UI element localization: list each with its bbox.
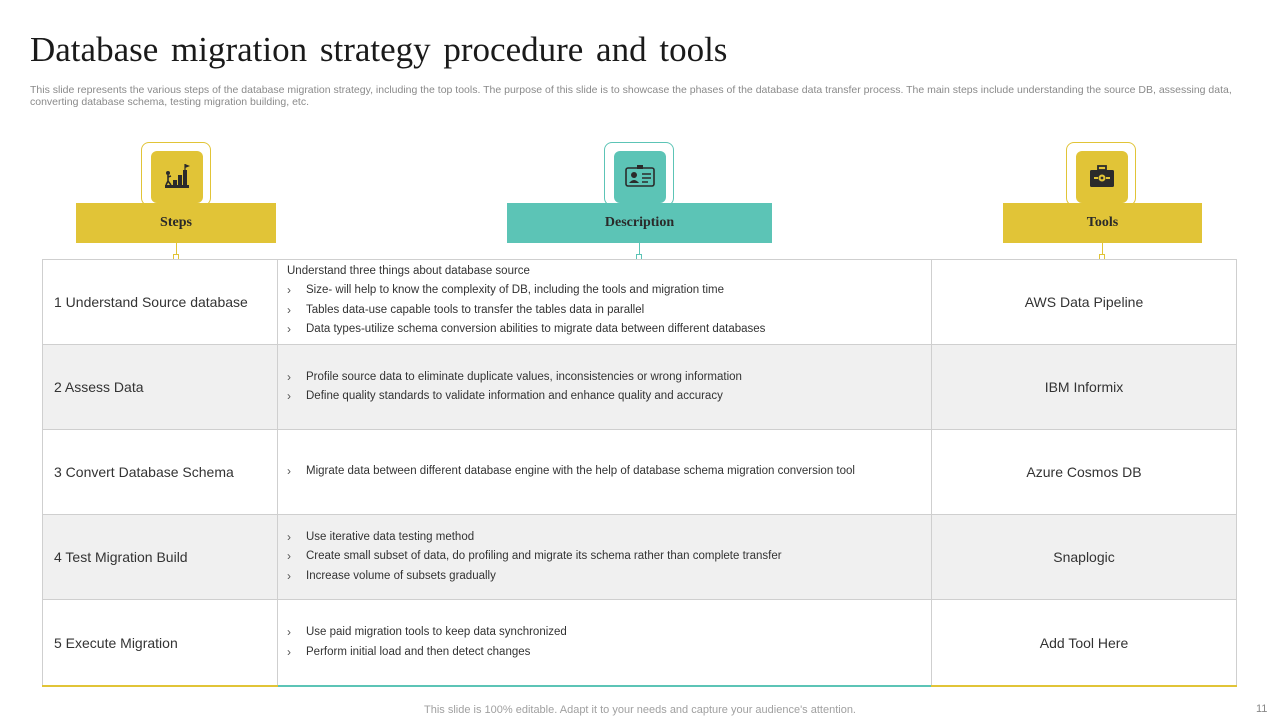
stairs-climb-flag-icon [151, 151, 203, 203]
migration-table [42, 259, 1237, 687]
description-bullet: › Create small subset of data, do profiling and migrate its schema rather than complete transfer [287, 547, 931, 567]
step-cell: 4 Test Migration Build [42, 515, 278, 599]
description-bullet: › Increase volume of subsets gradually [287, 567, 931, 587]
description-cell [278, 430, 931, 514]
description-cell [278, 260, 931, 344]
description-header [507, 142, 772, 260]
description-bullet: › Tables data-use capable tools to transfer the tables data in parallel [287, 301, 931, 321]
tool-cell: IBM Informix [931, 345, 1237, 429]
description-bullet: › Perform initial load and then detect changes [287, 643, 931, 663]
description-bullet: › Define quality standards to validate information and enhance quality and accuracy [287, 387, 931, 407]
step-cell: 5 Execute Migration [42, 600, 278, 685]
description-cell [278, 345, 931, 429]
tools-header [1003, 142, 1202, 260]
description-bullet: › Data types-utilize schema conversion abilities to migrate data between different databases [287, 320, 931, 340]
table-row [42, 600, 1237, 685]
steps-header-label: Steps [76, 203, 276, 243]
tool-cell: Azure Cosmos DB [931, 430, 1237, 514]
tool-cell: Add Tool Here [931, 600, 1237, 685]
table-row [42, 430, 1237, 515]
description-bullet: › Use paid migration tools to keep data synchronized [287, 623, 931, 643]
slide-subtitle: This slide represents the various steps of the database migration strategy, including the top tools. The purpose of this slide is to showcase the phases of the database data transfer process. The main steps include understanding the source DB, assessing data, converting database schema, testing migration building, etc. [30, 84, 1232, 108]
id-card-icon [614, 151, 666, 203]
table-row [42, 345, 1237, 430]
step-cell: 1 Understand Source database [42, 260, 278, 344]
tools-icon-frame [1066, 142, 1136, 206]
description-header-label: Description [507, 203, 772, 243]
tools-header-label: Tools [1003, 203, 1202, 243]
slide-title: Database migration strategy procedure and tools [30, 30, 728, 69]
tools-bottom-accent [931, 685, 1237, 687]
description-bullet: › Profile source data to eliminate duplicate values, inconsistencies or wrong information [287, 368, 931, 388]
tool-cell: Snaplogic [931, 515, 1237, 599]
table-row [42, 515, 1237, 600]
footer-note: This slide is 100% editable. Adapt it to your needs and capture your audience's attention. [424, 704, 856, 716]
description-cell [278, 600, 931, 685]
description-bottom-accent [278, 685, 931, 687]
steps-icon-frame [141, 142, 211, 206]
step-cell: 2 Assess Data [42, 345, 278, 429]
description-lead: Understand three things about database source [287, 265, 530, 278]
description-bullet: › Size- will help to know the complexity of DB, including the tools and migration time [287, 281, 931, 301]
description-bullet: › Use iterative data testing method [287, 528, 931, 548]
steps-header [76, 142, 276, 260]
description-bullet: › Migrate data between different database engine with the help of database schema migration conversion tool [287, 462, 931, 482]
steps-bottom-accent [42, 685, 278, 687]
step-cell: 3 Convert Database Schema [42, 430, 278, 514]
description-icon-frame [604, 142, 674, 206]
page-number: 11 [1256, 703, 1268, 715]
description-cell [278, 515, 931, 599]
toolbox-icon [1076, 151, 1128, 203]
table-row [42, 260, 1237, 345]
tool-cell: AWS Data Pipeline [931, 260, 1237, 344]
